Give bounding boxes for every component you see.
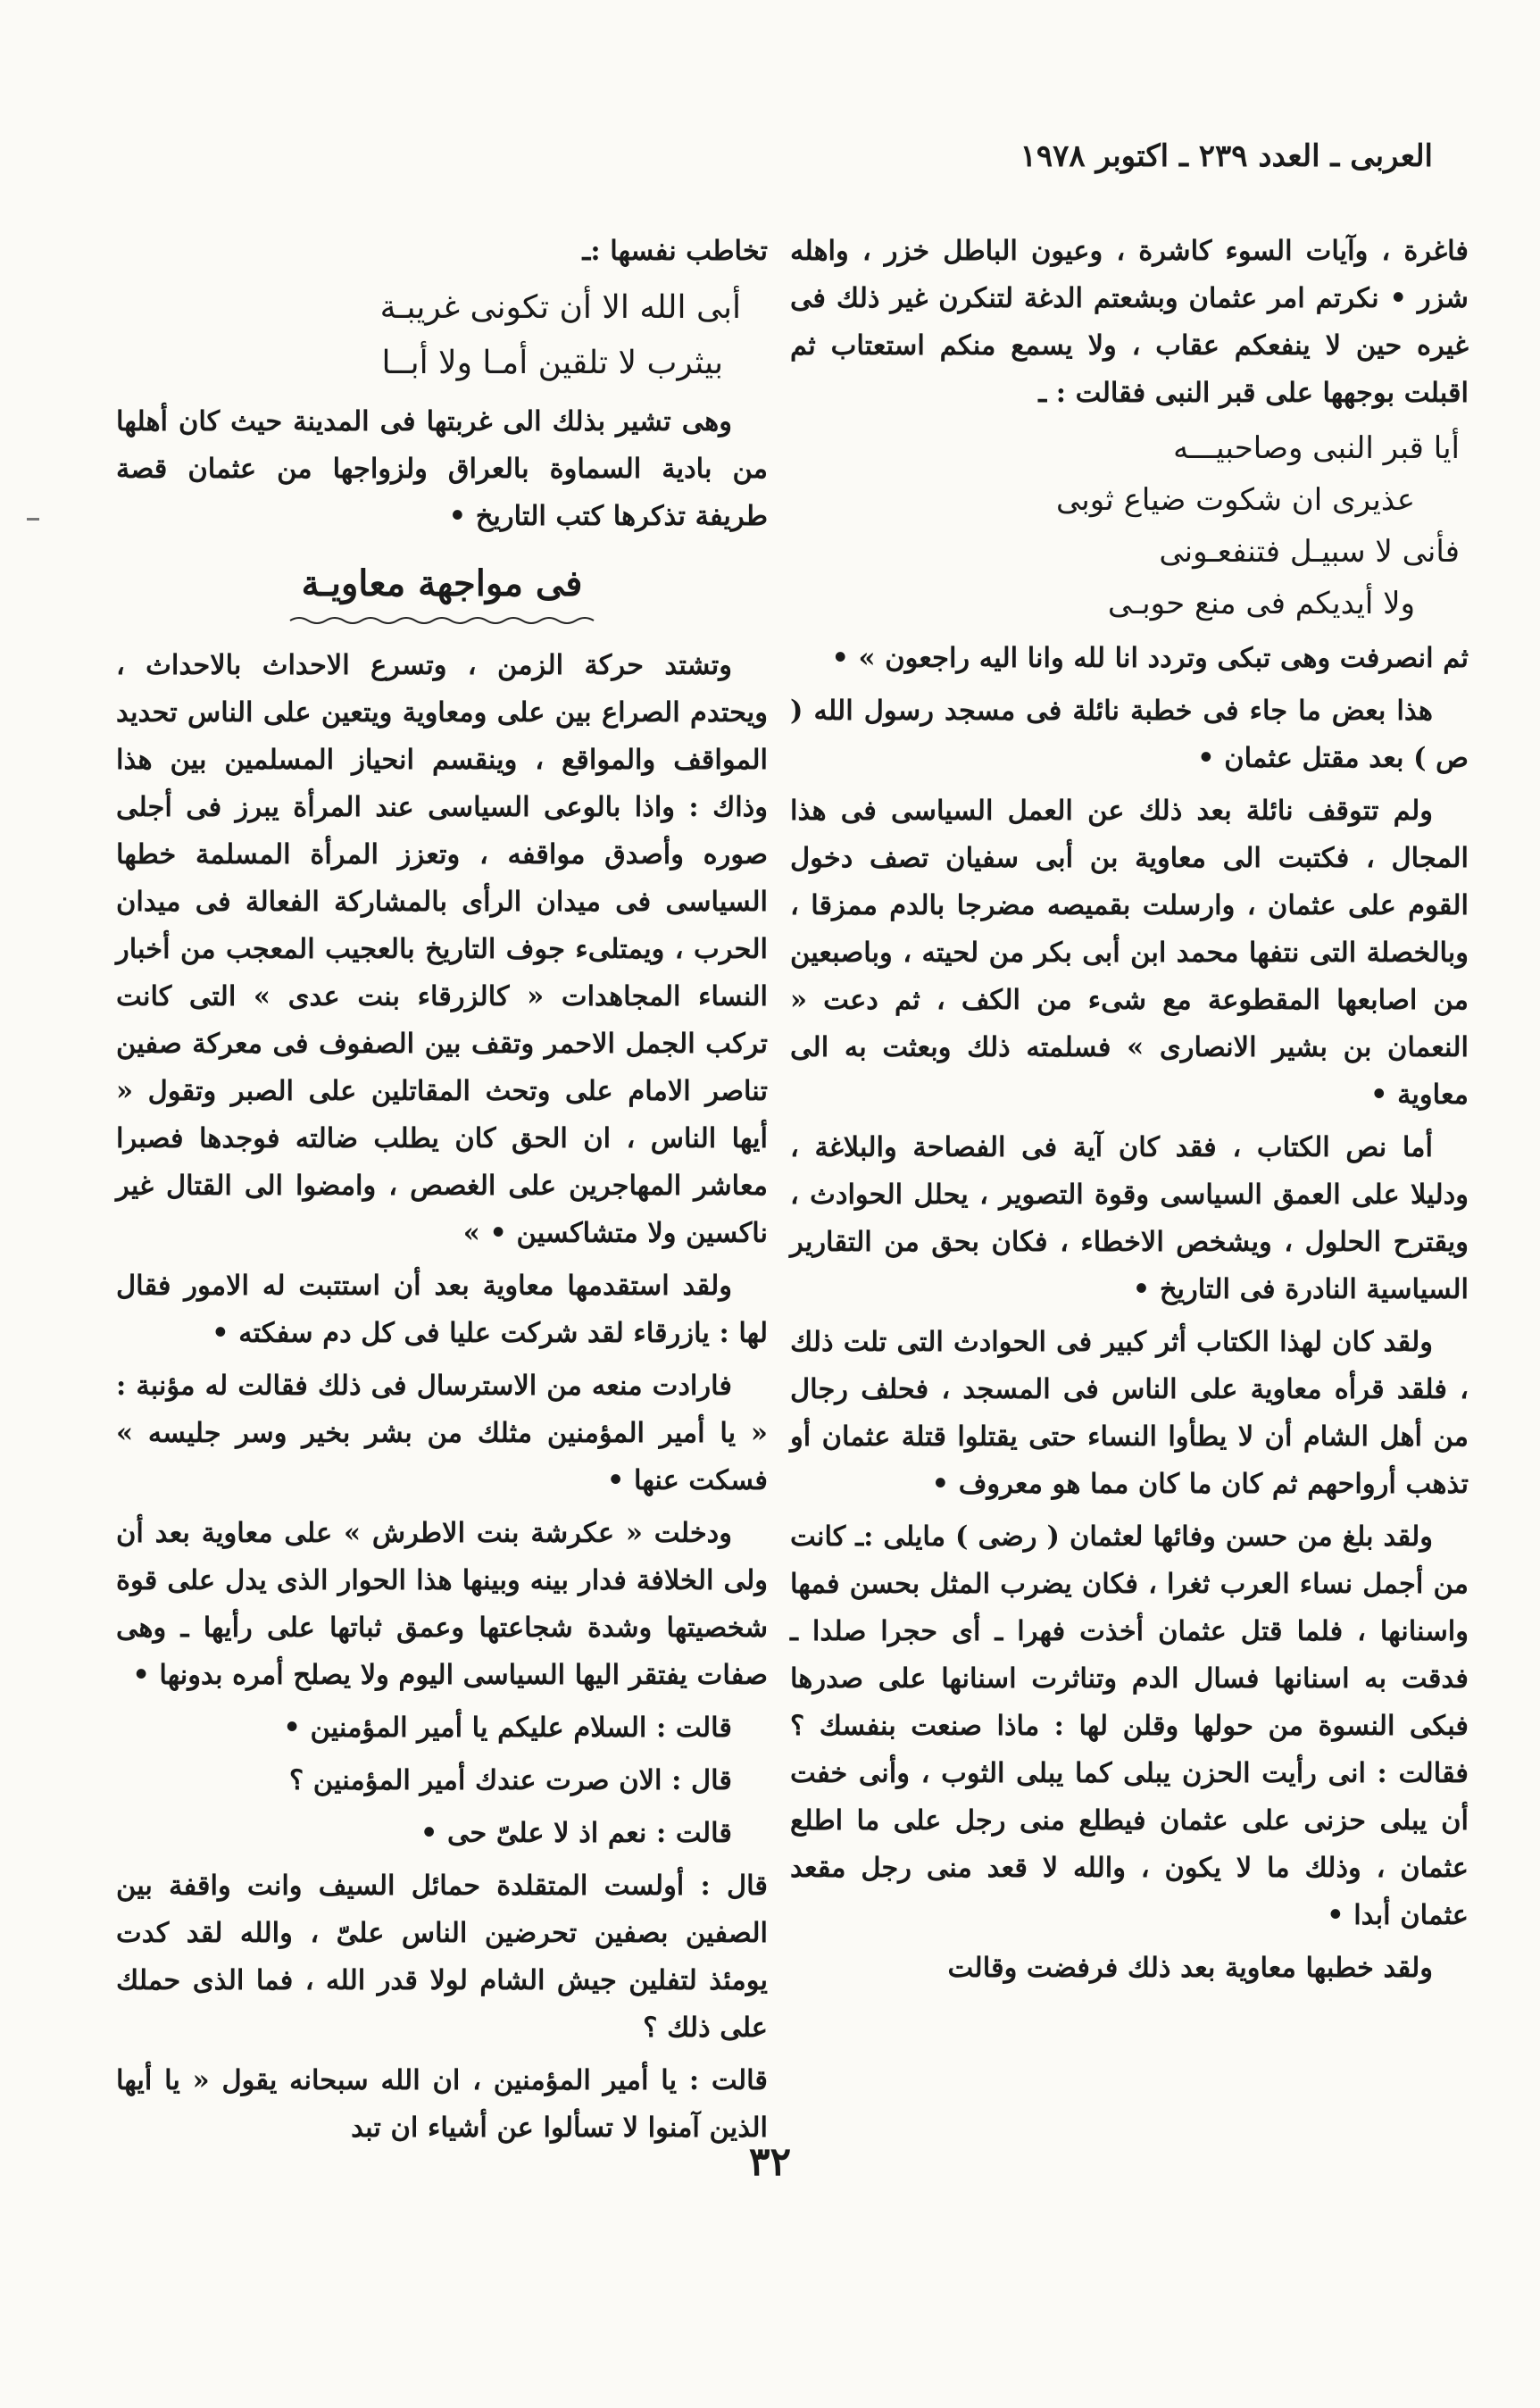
page-number: ٣٢ xyxy=(748,2139,792,2185)
verse-line: عذيرى ان شكوت ضياع ثوبى xyxy=(1055,482,1415,518)
dialogue-line: قال : أولست المتقلدة حمائل السيف وانت واقفة بين الصفين بصفين تحرضين الناس علىّ ، والله لقد كدت يومئذ لتفلين جيش الشام لولا قدر الله ، فما الذى حملك على ذلك ؟ xyxy=(116,1870,768,2044)
verse-line: أبى الله الا أن تكونى غريبـة xyxy=(379,289,741,326)
paragraph: ودخلت « عكرشة بنت الاطرش » على معاوية بعد أن ولى الخلافة فدار بينه وبينها هذا الحوار الذى يدل على قوة شخصيتها وشدة شجاعتها وعمق ثباتها على رأيها ـ وهى صفات يفتقر اليها السياسى اليوم ولا يصلح أمره بدونها • xyxy=(116,1517,768,1691)
dialogue-line: قال : الان صرت عندك أمير المؤمنين ؟ xyxy=(288,1764,732,1796)
right-column xyxy=(790,228,1469,2104)
dialogue-line: قالت : نعم اذ لا علىّ حى • xyxy=(420,1817,732,1849)
paragraph: هذا بعض ما جاء فى خطبة نائلة فى مسجد رسول الله ( ص ) بعد مقتل عثمان • xyxy=(790,695,1469,774)
dialogue-line: قالت : السلام عليكم يا أمير المؤمنين • xyxy=(283,1712,732,1744)
section-heading xyxy=(116,553,768,626)
verse-line: ولا أيديكم فى منع حوبـى xyxy=(1107,586,1415,621)
left-column xyxy=(116,228,768,2144)
verse-line: بيثرب لا تلقين أمـا ولا أبــا xyxy=(381,345,723,381)
running-header: العربى ـ العدد ٢٣٩ ـ اكتوبر ١٩٧٨ xyxy=(1020,138,1433,174)
paragraph: ولم تتوقف نائلة بعد ذلك عن العمل السياسى فى هذا المجال ، فكتبت الى معاوية بن أبى سفيان تصف دخول القوم على عثمان ، وارسلت بقميصه مضرجا بالدم ممزقا ، وبالخصلة التى نتفها محمد ابن أبى بكر من لحيته ، وباصبعين من اصابعها المقطوعة مع شىء من الكف ، ثم دعت « النعمان بن بشير الانصارى » فسلمته ذلك وبعثت به الى معاوية • xyxy=(790,795,1469,1111)
verse-line: أيا قبر النبى وصاحبيـــه xyxy=(1173,430,1460,466)
poem-verse xyxy=(790,422,1469,629)
paragraph: ثم انصرفت وهى تبكى وتردد انا لله وانا اليه راجعون » • xyxy=(831,642,1469,674)
dialogue-line: قالت : يا أمير المؤمنين ، ان الله سبحانه يقول « يا أيها الذين آمنوا لا تسألوا عن أشياء ان تبد xyxy=(116,2064,768,2144)
paragraph: وتشتد حركة الزمن ، وتسرع الاحداث بالاحداث ، ويحتدم الصراع بين على ومعاوية ويتعين على الناس تحديد المواقف والمواقع ، وينقسم انحياز المسلمين بين هذا وذاك : واذا بالوعى السياسى عند المرأة يبرز فى أجلى صوره وأصدق مواقفه ، وتعزز المرأة المسلمة خطها السياسى فى ميدان الرأى بالمشاركة الفعالة فى ميدان الحرب ، ويمتلىء جوف التاريخ بالعجيب المعجب من أخبار النساء المجاهدات « كالزرقاء بنت عدى » التى كانت تركب الجمل الاحمر وتقف بين الصفوف فى معركة صفين تناصر الامام على وتحث المقاتلين على الصبر وتقول « أيها الناس ، ان الحق كان يطلب ضالته فوجدها فصبرا معاشر المهاجرين على الغصص ، وامضوا الى القتال غير ناكسين ولا متشاكسين • » xyxy=(116,649,768,1249)
poem-verse xyxy=(116,280,768,391)
paragraph: أما نص الكتاب ، فقد كان آية فى الفصاحة والبلاغة ، ودليلا على العمق السياسى وقوة التصوير ، يحلل الحوادث ، ويقترح الحلول ، ويشخص الاخطاء ، فكان بحق من التقارير السياسية النادرة فى التاريخ • xyxy=(790,1131,1469,1305)
paragraph: ولقد استقدمها معاوية بعد أن استتبت له الامور فقال لها : يازرقاء لقد شركت عليا فى كل دم سفكته • xyxy=(116,1270,768,1349)
paragraph: فاغرة ، وآيات السوء كاشرة ، وعيون الباطل خزر ، واهله شزر • نكرتم امر عثمان وبشعتم الدغة لتنكرن غير ذلك فى غيره حين لا ينفعكم عقاب ، ولا يسمع منكم استعتاب ثم اقبلت بوجهها على قبر النبى فقالت : ـ xyxy=(790,235,1469,409)
paragraph: فارادت منعه من الاسترسال فى ذلك فقالت له مؤنبة : « يا أمير المؤمنين مثلك من بشر بخير وسر جليسه » فسكت عنها • xyxy=(116,1370,768,1496)
section-heading-text: فى مواجهة معاويـة xyxy=(301,562,583,604)
verse-line: فأنى لا سبيـل فتنفعـونى xyxy=(1159,534,1460,570)
paragraph: ولقد بلغ من حسن وفائها لعثمان ( رضى ) مايلى :ـ كانت من أجمل نساء العرب ثغرا ، فكان يضرب المثل بحسن فمها واسنانها ، فلما قتل عثمان أخذت فهرا ـ أى حجرا صلدا ـ فدقت به اسنانها فسال الدم وتناثرت اسنانها على صدرها فبكى النسوة من حولها وقلن لها : ماذا صنعت بنفسك ؟ فقالت : انى رأيت الحزن يبلى كما يبلى الثوب ، وأنى خفت أن يبلى حزنى على عثمان فيطلع منى رجل على ما اطلع عثمان ، وذلك ما لا يكون ، والله لا قعد منى رجل مقعد عثمان أبدا • xyxy=(790,1521,1469,1931)
margin-mark xyxy=(27,518,39,521)
paragraph: ولقد خطبها معاوية بعد ذلك فرفضت وقالت xyxy=(947,1952,1433,1984)
paragraph: تخاطب نفسها :ـ xyxy=(582,235,768,267)
paragraph: وهى تشير بذلك الى غربتها فى المدينة حيث كان أهلها من بادية السماوة بالعراق ولزواجها من عثمان قصة طريفة تذكرها كتب التاريخ • xyxy=(116,405,768,532)
wavy-underline xyxy=(290,615,594,626)
paragraph: ولقد كان لهذا الكتاب أثر كبير فى الحوادث التى تلت ذلك ، فلقد قرأه معاوية على الناس فى المسجد ، فحلف رجال من أهل الشام أن لا يطأوا النساء حتى يقتلوا قتلة عثمان أو تذهب أرواحهم ثم كان ما كان مما هو معروف • xyxy=(790,1326,1469,1500)
